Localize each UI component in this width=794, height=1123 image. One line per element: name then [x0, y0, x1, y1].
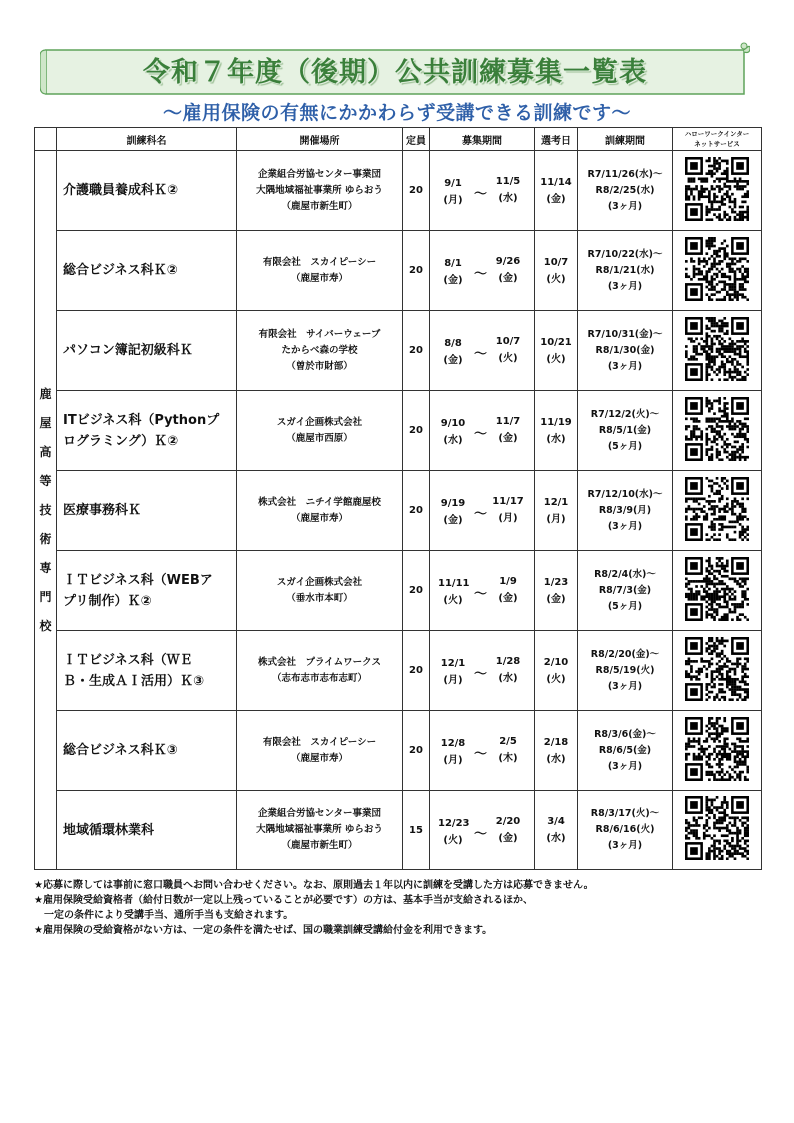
recruit-end: 11/7 (金)	[495, 416, 521, 444]
term-line: R8/6/16(火)	[595, 824, 655, 835]
term-line: (3ヶ月)	[607, 360, 643, 372]
recruit-start: 8/1 (金)	[443, 258, 463, 286]
recruit-period-cell	[430, 791, 535, 870]
training-term-cell	[578, 711, 673, 791]
page-subtitle: ～雇用保険の有無にかかわらず受講できる訓練です～	[162, 102, 631, 124]
course-name: ＩＴビジネス科（ＷＥ	[63, 652, 193, 668]
school-char: 術	[39, 532, 52, 546]
term-line: R8/2/20(金)～	[590, 648, 660, 660]
qr-code-icon[interactable]	[685, 237, 749, 301]
recruit-start: 12/23 (火)	[438, 818, 470, 846]
venue-line: 有限会社 スカイピーシー	[262, 256, 377, 268]
period-tilde: ～	[474, 587, 488, 602]
course-name-cell	[57, 791, 237, 870]
course-name: ＩＴビジネス科（WEBア	[63, 572, 213, 588]
course-name: プリ制作）Ｋ②	[63, 593, 152, 609]
venue-line: （鹿屋市西原）	[286, 432, 353, 444]
recruit-period-cell	[430, 631, 535, 711]
term-line: R8/5/1(金)	[598, 424, 652, 436]
venue-line: 企業組合労協センター事業団	[257, 168, 382, 180]
term-line: (3ヶ月)	[607, 760, 643, 772]
note-line: ★雇用保険の受給資格がない方は、一定の条件を満たせば、国の職業訓練受講給付金を利用できます。	[34, 925, 493, 936]
exam-date-cell: 3/4 (水)	[535, 791, 578, 870]
course-name-cell	[57, 151, 237, 231]
qr-code-icon[interactable]	[685, 796, 749, 860]
exam-date-cell: 10/21 (火)	[535, 311, 578, 391]
school-char: 等	[39, 474, 52, 488]
recruit-period-cell	[430, 391, 535, 471]
term-line: R8/1/30(金)	[595, 344, 655, 356]
venue-line: 企業組合労協センター事業団	[257, 808, 382, 819]
venue-cell	[237, 631, 403, 711]
term-line: R7/10/31(金)～	[587, 328, 663, 340]
qr-cell	[673, 311, 762, 391]
venue-line: 有限会社 スカイピーシー	[262, 736, 377, 748]
title-banner	[40, 42, 750, 100]
qr-code-icon[interactable]	[685, 397, 749, 461]
term-line: (5ヶ月)	[607, 600, 643, 612]
term-line: R8/5/19(火)	[595, 664, 655, 676]
table-row	[35, 631, 762, 711]
venue-line: 大隅地域福祉事業所 ゆらおう	[256, 824, 383, 835]
exam-date-cell: 2/10 (火)	[535, 631, 578, 711]
recruit-end: 11/5 (水)	[495, 176, 521, 204]
table-row	[35, 551, 762, 631]
school-char: 屋	[39, 416, 52, 430]
qr-cell	[673, 151, 762, 231]
school-char: 技	[39, 503, 52, 517]
qr-cell	[673, 791, 762, 870]
training-term-cell	[578, 791, 673, 870]
capacity-cell: 20	[403, 391, 430, 471]
school-char: 高	[39, 445, 52, 459]
exam-date-cell: 1/23 (金)	[535, 551, 578, 631]
exam-date-cell: 2/18 (水)	[535, 711, 578, 791]
school-char: 鹿	[39, 387, 52, 401]
training-term-cell	[578, 471, 673, 551]
qr-code-icon[interactable]	[685, 477, 749, 541]
qr-code-icon[interactable]	[685, 637, 749, 701]
period-tilde: ～	[474, 427, 488, 442]
recruit-start: 11/11 (火)	[438, 578, 470, 606]
term-line: R7/10/22(水)～	[587, 248, 663, 260]
recruit-end: 2/20 (金)	[495, 816, 521, 844]
capacity-cell: 20	[403, 471, 430, 551]
course-name-cell	[57, 391, 237, 471]
recruit-end: 2/5 (木)	[498, 736, 518, 764]
course-name: 医療事務科Ｋ	[63, 503, 142, 518]
course-name: 総合ビジネス科Ｋ③	[63, 743, 178, 758]
course-name: パソコン簿記初級科Ｋ	[63, 343, 193, 358]
course-name-cell	[57, 311, 237, 391]
course-name: ログラミング）Ｋ②	[63, 433, 179, 449]
venue-line: （鹿屋市寿）	[290, 752, 348, 764]
qr-cell	[673, 231, 762, 311]
school-char: 門	[39, 590, 52, 604]
note-line: ★雇用保険受給資格者（給付日数が一定以上残っていることが必要です）の方は、基本手当が支給されるほか、	[34, 895, 533, 906]
recruit-start: 8/8 (金)	[443, 338, 463, 366]
capacity-cell: 20	[403, 151, 430, 231]
capacity-cell: 20	[403, 231, 430, 311]
page-title: 令和７年度（後期）公共訓練募集一覧表	[143, 57, 647, 88]
venue-line: （曽於市財部）	[286, 360, 353, 372]
training-term-cell	[578, 631, 673, 711]
term-line: R8/3/9(月)	[598, 504, 652, 516]
term-line: R8/2/25(水)	[595, 184, 655, 196]
term-line: R8/1/21(水)	[595, 264, 655, 276]
term-line: (3ヶ月)	[607, 200, 643, 212]
capacity-cell: 20	[403, 711, 430, 791]
term-line: R8/6/5(金)	[598, 744, 652, 756]
table-row	[35, 311, 762, 391]
term-line: R7/11/26(水)～	[587, 168, 663, 180]
course-name-cell	[57, 551, 237, 631]
exam-date-cell: 11/19 (水)	[535, 391, 578, 471]
course-name: 総合ビジネス科Ｋ②	[63, 263, 178, 278]
venue-cell	[237, 151, 403, 231]
period-tilde: ～	[474, 507, 488, 522]
term-line: (3ヶ月)	[607, 840, 643, 851]
exam-date-cell: 12/1 (月)	[535, 471, 578, 551]
term-line: R7/12/2(火)～	[590, 408, 660, 420]
recruit-end: 1/9 (金)	[498, 576, 518, 604]
qr-code-icon[interactable]	[685, 317, 749, 381]
capacity-cell: 20	[403, 631, 430, 711]
training-term-cell	[578, 311, 673, 391]
capacity-cell: 20	[403, 551, 430, 631]
term-line: R8/3/17(火)～	[590, 808, 660, 819]
qr-cell	[673, 391, 762, 471]
venue-cell	[237, 711, 403, 791]
venue-cell	[237, 471, 403, 551]
venue-line: （鹿屋市新生町）	[281, 200, 358, 212]
venue-line: （垂水市本町）	[286, 592, 353, 604]
training-term-cell	[578, 231, 673, 311]
capacity-cell: 15	[403, 791, 430, 870]
recruit-start: 12/1 (月)	[440, 658, 466, 686]
header-exam: 選考日	[535, 128, 578, 151]
period-tilde: ～	[474, 747, 488, 762]
school-char: 専	[39, 561, 52, 575]
table-row	[35, 151, 762, 231]
period-tilde: ～	[474, 347, 488, 362]
recruit-end: 10/7 (火)	[495, 336, 521, 364]
exam-date-cell: 11/14 (金)	[535, 151, 578, 231]
venue-line: （鹿屋市新生町）	[281, 840, 358, 851]
term-line: R8/7/3(金)	[598, 584, 652, 596]
venue-cell	[237, 791, 403, 870]
qr-cell	[673, 551, 762, 631]
period-tilde: ～	[474, 667, 488, 682]
qr-code-icon[interactable]	[685, 157, 749, 221]
recruit-start: 9/19 (金)	[440, 498, 466, 526]
capacity-cell: 20	[403, 311, 430, 391]
venue-line: （鹿屋市寿）	[290, 512, 348, 524]
term-line: R8/3/6(金)～	[594, 728, 656, 740]
course-name-cell	[57, 711, 237, 791]
term-line: R7/12/10(水)～	[587, 488, 663, 500]
table-header-row	[35, 128, 762, 151]
venue-line: 株式会社 プライムワークス	[257, 656, 382, 668]
table-row	[35, 791, 762, 870]
header-school	[35, 128, 57, 151]
period-tilde: ～	[474, 267, 488, 282]
school-char: 校	[39, 619, 52, 633]
venue-cell	[237, 551, 403, 631]
venue-line: （鹿屋市寿）	[290, 272, 348, 284]
qr-code-icon[interactable]	[685, 717, 749, 781]
note-line: 一定の条件により受講手当、通所手当も支給されます。	[34, 910, 294, 921]
header-recruit: 募集期間	[430, 128, 535, 151]
recruit-start: 12/8 (月)	[440, 738, 466, 766]
venue-line: 大隅地域福祉事業所 ゆらおう	[256, 184, 383, 196]
course-name: Ｂ・生成ＡＩ活用）Ｋ③	[63, 673, 205, 689]
header-hellowork: ハローワークインター ネットサービス	[673, 128, 762, 151]
header-course: 訓練科名	[57, 128, 237, 151]
venue-line: たからべ森の学校	[281, 344, 358, 356]
qr-cell	[673, 711, 762, 791]
qr-code-icon[interactable]	[685, 557, 749, 621]
notes	[34, 878, 774, 938]
term-line: R8/2/4(水)～	[594, 568, 656, 580]
venue-line: スガイ企画株式会社	[276, 576, 363, 588]
recruit-period-cell	[430, 551, 535, 631]
header-venue: 開催場所	[237, 128, 403, 151]
table-row	[35, 711, 762, 791]
school-name-cell	[35, 151, 57, 870]
recruit-end: 11/17 (月)	[492, 496, 524, 524]
exam-date-cell: 10/7 (火)	[535, 231, 578, 311]
period-tilde: ～	[474, 827, 488, 842]
course-name: ITビジネス科（Pythonプ	[63, 412, 220, 428]
venue-line: 株式会社 ニチイ学館鹿屋校	[258, 496, 381, 508]
venue-cell	[237, 391, 403, 471]
table-row	[35, 231, 762, 311]
course-name-cell	[57, 231, 237, 311]
period-tilde: ～	[474, 187, 488, 202]
recruit-start: 9/1 (月)	[443, 178, 463, 206]
recruit-start: 9/10 (水)	[440, 418, 466, 446]
qr-cell	[673, 471, 762, 551]
table-row	[35, 391, 762, 471]
note-line: ★応募に際しては事前に窓口職員へお問い合わせください。なお、原則過去１年以内に訓練を受講した方は応募できません。	[34, 880, 594, 891]
header-term: 訓練期間	[578, 128, 673, 151]
recruit-end: 9/26 (金)	[495, 256, 521, 284]
training-table	[34, 127, 762, 870]
venue-cell	[237, 231, 403, 311]
recruit-end: 1/28 (水)	[495, 656, 521, 684]
venue-line: （志布志市志布志町）	[271, 672, 367, 684]
recruit-period-cell	[430, 471, 535, 551]
venue-cell	[237, 311, 403, 391]
training-term-cell	[578, 151, 673, 231]
training-term-cell	[578, 391, 673, 471]
recruit-period-cell	[430, 711, 535, 791]
venue-line: スガイ企画株式会社	[276, 416, 363, 428]
table-row	[35, 471, 762, 551]
course-name-cell	[57, 471, 237, 551]
recruit-period-cell	[430, 311, 535, 391]
term-line: (3ヶ月)	[607, 280, 643, 292]
term-line: (3ヶ月)	[607, 680, 643, 692]
recruit-period-cell	[430, 231, 535, 311]
recruit-period-cell	[430, 151, 535, 231]
training-term-cell	[578, 551, 673, 631]
course-name: 介護職員養成科Ｋ②	[63, 183, 179, 198]
term-line: (3ヶ月)	[607, 520, 643, 532]
header-capacity: 定員	[403, 128, 430, 151]
term-line: (5ヶ月)	[607, 440, 643, 452]
course-name-cell	[57, 631, 237, 711]
venue-line: 有限会社 サイバーウェーブ	[258, 328, 381, 340]
course-name: 地域循環林業科	[63, 822, 155, 838]
qr-cell	[673, 631, 762, 711]
